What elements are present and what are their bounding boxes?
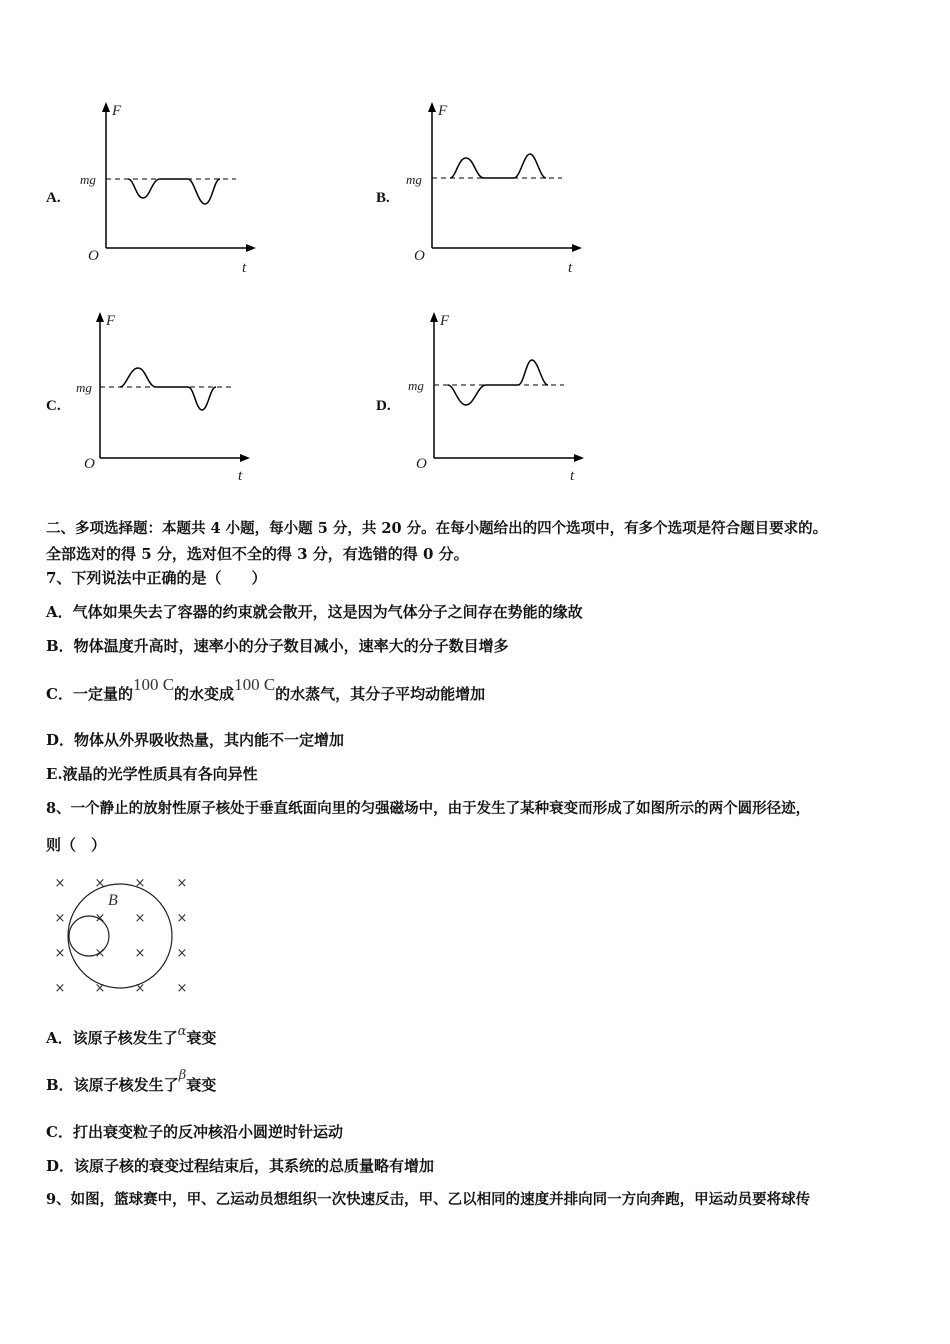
axis-f-label: F [106, 313, 116, 329]
cross-mark: × [94, 911, 106, 926]
graph-d [408, 310, 608, 490]
q8-option-c: C．打出衰变粒子的反冲核沿小圆逆时针运动 [46, 1123, 343, 1141]
cross-mark: × [134, 876, 146, 891]
small-orbit-circle [69, 916, 109, 956]
q7-option-c-post: 的水蒸气，其分子平均动能增加 [275, 685, 486, 703]
origin-label: O [414, 248, 425, 264]
q8-option-b-pre: B．该原子核发生了 [46, 1076, 179, 1094]
q9-stem: 9、如图，篮球赛中，甲、乙运动员想组织一次快速反击，甲、乙以相同的速度并排向同一方向奔跑，甲运动员要将球传 [46, 1191, 811, 1208]
option-d-label: D. [376, 398, 391, 414]
q8-option-d: D．该原子核的衰变过程结束后，其系统的总质量略有增加 [46, 1157, 435, 1175]
axis-t-label: t [570, 468, 575, 484]
cross-mark: × [94, 876, 106, 891]
cross-mark: × [54, 946, 66, 961]
q7-option-c-mid: 的水变成 [174, 685, 235, 703]
mg-label: mg [80, 172, 96, 187]
q7-option-c [46, 675, 486, 704]
origin-label: O [88, 248, 99, 264]
cross-mark: × [94, 981, 106, 996]
q7-option-a: A．气体如果失去了容器的约束就会散开，这是因为气体分子之间存在势能的缘故 [46, 603, 583, 621]
q7-option-b: B．物体温度升高时，速率小的分子数目减小，速率大的分子数目增多 [46, 637, 509, 655]
cross-mark: × [134, 911, 146, 926]
cross-mark: × [176, 876, 188, 891]
option-b-label: B. [376, 190, 390, 206]
graph-c [76, 310, 276, 490]
q7-option-e: E.液晶的光学性质具有各向异性 [46, 765, 258, 783]
section2-heading-line2: 全部选对的得 5 分，选对但不全的得 3 分，有选错的得 0 分。 [46, 545, 469, 563]
axis-t-label: t [242, 260, 247, 276]
section2-heading-line1: 二、多项选择题：本题共 4 小题，每小题 5 分，共 20 分。在每小题给出的四个选项中，有多个选项是符合题目要求的。 [46, 520, 828, 537]
magnetic-field-figure [46, 868, 206, 1002]
axis-t-label: t [568, 260, 573, 276]
cross-mark: × [134, 946, 146, 961]
large-orbit-circle [68, 884, 172, 988]
axis-f-label: F [440, 313, 450, 329]
graph-a [80, 100, 280, 280]
q8-option-b-post: 衰变 [186, 1076, 217, 1094]
cross-mark: × [176, 981, 188, 996]
q7-option-d: D．物体从外界吸收热量，其内能不一定增加 [46, 731, 345, 749]
q8-option-a-post: 衰变 [186, 1029, 217, 1047]
mg-label: mg [76, 380, 92, 395]
q8-stem-line2: 则（ ） [46, 836, 107, 854]
cross-mark: × [54, 981, 66, 996]
cross-mark: × [176, 911, 188, 926]
beta-symbol: β [178, 1068, 187, 1083]
origin-label: O [416, 456, 427, 472]
origin-label: O [84, 456, 95, 472]
cross-mark: × [94, 946, 106, 961]
q7-option-c-pre: C．一定量的 [46, 685, 133, 703]
cross-mark: × [134, 981, 146, 996]
q8-stem-line1: 8、一个静止的放射性原子核处于垂直纸面向里的匀强磁场中，由于发生了某种衰变而形成了如图所示的两个圆形径迹， [46, 800, 811, 817]
option-a-label: A. [46, 190, 61, 206]
graph-b [406, 100, 606, 280]
cross-mark: × [54, 876, 66, 891]
cross-mark: × [54, 911, 66, 926]
axis-f-label: F [438, 103, 448, 119]
temperature-100c: 100 C [132, 675, 175, 694]
q8-option-a [46, 1024, 217, 1050]
q8-option-b [46, 1068, 217, 1097]
axis-f-label: F [112, 103, 122, 119]
temperature-100c: 100 C [234, 675, 276, 694]
q7-stem: 7、下列说法中正确的是（ ） [46, 569, 267, 587]
axis-t-label: t [238, 468, 243, 484]
alpha-symbol: α [177, 1024, 187, 1039]
mg-label: mg [406, 172, 422, 187]
field-label-b: B [108, 892, 118, 909]
q8-option-a-pre: A．该原子核发生了 [46, 1029, 178, 1047]
option-c-label: C. [46, 398, 61, 414]
mg-label: mg [408, 378, 424, 393]
cross-mark: × [176, 946, 188, 961]
